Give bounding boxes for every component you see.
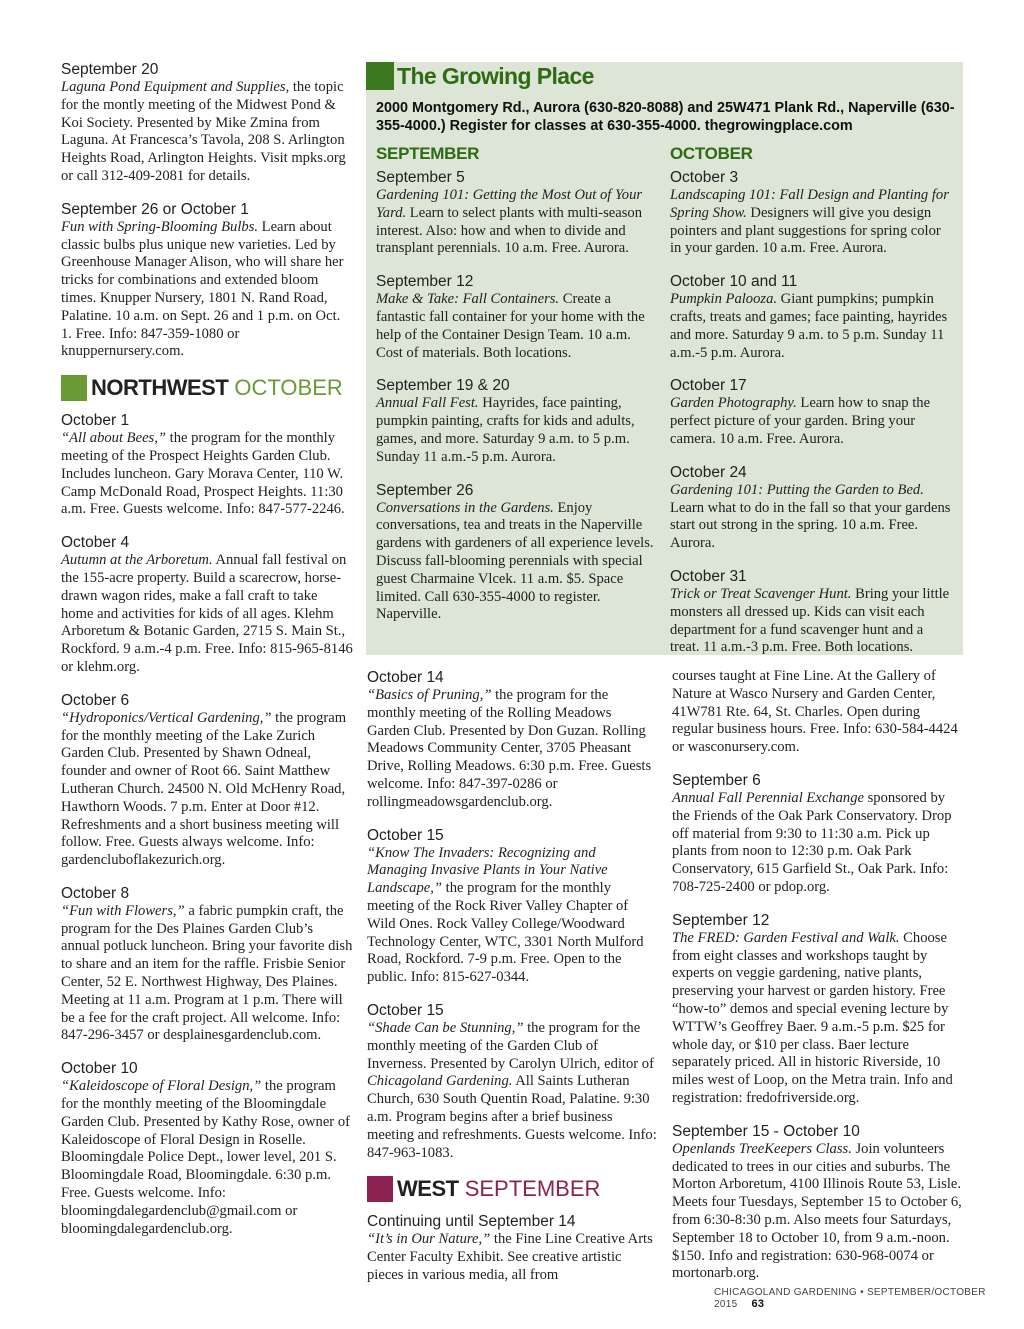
event-description	[376, 395, 658, 466]
event-description	[61, 710, 353, 870]
event-text: the topic for the montly meeting of the Midwest Pond & Koi Society. Presented by Mike Zmina from Laguna. At Francesca’s Tavola, 208 S. Arlington Heights Road, Arlington Heights. Visit mpks.org or call 312-409-2081 for details.	[61, 79, 346, 184]
event-text: Join volunteers dedicated to trees in our cities and suburbs. The Morton Arboretum, 4100 Illinois Route 53, Lisle. Meets four Tuesdays, September 15 to October 6, from 6:30-8:30 p.m. Also meets four Saturdays, September 18 to October 10, from 9 a.m.-noon. $150. Info and registration: 630-968-0074 or mortonarb.org.	[672, 1140, 962, 1282]
event-text: the program for the monthly meeting of the Bloomingdale Garden Club. Presented by Kathy Rose, owner of Kaleidoscope of Floral Design in Roselle. Bloomingdale Police Dept., lower level, 201 S. Bloomingdale Road, Bloomingdale. 6:30 p.m. Free. Guests welcome. Info: bloomingdalegardenclub@gmail.com or bloomingdalegardenclub.org.	[61, 1078, 350, 1237]
event-date: October 14	[367, 669, 444, 686]
event-text: the program for the monthly meeting of the Prospect Heights Garden Club. Includes luncheon. Gary Morava Center, 110 W. Camp McDonald Road, Prospect Heights. 11:30 a.m. Free. Guests welcome. Info: 847-577-2246.	[61, 430, 345, 518]
event-title: Gardening 101: Getting the Most Out of Your Yard.	[376, 187, 643, 221]
event-text: Create a fantastic fall container for your home with the help of the Container Design Team. 10 a.m. Cost of materials. Both locations.	[376, 291, 645, 361]
event-description	[61, 79, 353, 186]
october-column	[670, 144, 952, 671]
event-entry	[367, 1212, 657, 1284]
event-text: the program for the monthly meeting of the Rock River Valley Chapter of Wild Ones. Rock Valley College/Woodward Technology Center, WTC, 3301 North Mulford Road, Rockford. 7-9 p.m. Free. Open to the public. Info: 815-627-0344.	[367, 880, 644, 986]
event-title: “All about Bees,”	[61, 430, 166, 447]
event-description	[61, 903, 353, 1045]
event-title: Landscaping 101: Fall Design and Planting for Spring Show.	[670, 187, 949, 221]
event-title: “Kaleidoscope of Floral Design,”	[61, 1078, 262, 1095]
event-title: Garden Photography.	[670, 395, 797, 412]
event-title: Openlands TreeKeepers Class.	[672, 1140, 852, 1157]
event-description	[376, 500, 658, 625]
growing-place-heading	[366, 62, 594, 90]
event-entry	[61, 533, 353, 677]
event-description	[61, 1078, 353, 1238]
event-date: September 20	[61, 61, 159, 78]
event-entry	[670, 168, 952, 258]
event-entry	[61, 60, 353, 186]
event-text: Giant pumpkins; pumpkin crafts, treats and games; face painting, hayrides and more. Saturday 9 a.m. to 5 p.m. Sunday 11 a.m.-5 p.m. Aurora.	[670, 291, 948, 361]
event-entry	[376, 272, 658, 362]
event-entry	[61, 200, 353, 361]
event-title: “Know The Invaders: Recognizing and Managing Invasive Plants in Your Native Landscape,”	[367, 844, 608, 897]
event-entry	[670, 567, 952, 657]
event-text: Choose from eight classes and workshops taught by experts on veggie gardening, native plants, preserving your harvest or garden history. Free “how-to” demos and special evening lecture by WTTW’s Geoffrey Baer. 9 a.m.-5 p.m. $25 for whole day, or $10 per class. Baer lecture separately priced. All in historic Riverside, 10 miles west of Loop, on the Metra train. Info and registration: fredofriverside.org.	[672, 929, 953, 1106]
event-description	[61, 552, 353, 677]
event-date: October 31	[670, 567, 747, 585]
event-date: October 10 and 11	[670, 273, 798, 291]
event-description	[367, 1231, 657, 1284]
event-date: September 5	[376, 169, 465, 186]
event-description	[376, 187, 658, 258]
page-number: 63	[751, 1298, 765, 1310]
event-entry	[61, 1059, 353, 1238]
event-description	[672, 1141, 964, 1283]
section-heading-northwest-october	[61, 375, 353, 401]
event-date: Continuing until September 14	[367, 1213, 576, 1231]
event-description	[367, 687, 657, 812]
publication-title: Chicagoland Gardening.	[367, 1073, 513, 1090]
section-month: OCTOBER	[234, 375, 343, 401]
event-description	[670, 482, 952, 553]
event-entry	[376, 168, 658, 258]
event-entry	[672, 911, 964, 1108]
event-text: Learn to select plants with multi-season interest. Also: how and when to divide and transplant perennials. 10 a.m. Free. Aurora.	[376, 204, 643, 257]
event-title: “Fun with Flowers,”	[61, 902, 185, 919]
section-month: SEPTEMBER	[464, 1176, 601, 1202]
event-date: October 6	[61, 691, 130, 709]
event-entry	[61, 884, 353, 1045]
event-date: October 8	[61, 884, 130, 902]
event-date: September 26	[376, 481, 474, 499]
event-date: September 12	[376, 273, 474, 291]
event-date: October 10	[61, 1060, 138, 1078]
event-text: the program for the monthly meeting of the Garden Club of Inverness. Presented by Carolyn Ulrich, editor of	[367, 1019, 654, 1072]
event-entry	[367, 668, 657, 812]
event-title: Autumn at the Arboretum.	[61, 552, 213, 569]
event-date: September 12	[672, 911, 770, 929]
event-description	[376, 291, 658, 362]
event-entry	[367, 826, 657, 987]
event-text: the program for the monthly meeting of the Rolling Meadows Garden Club. Presented by Don Guzan. Rolling Meadows Community Center, 3705 Pheasant Drive, Rolling Meadows. 6:30 p.m. Free. Guests welcome. Info: 847-397-0286 or rollingmeadowsgardenclub.org.	[367, 687, 652, 810]
event-entry	[61, 691, 353, 870]
event-text: Learn about classic bulbs plus unique new varieties. Led by Greenhouse Manager Alison, who will share her tricks for combinations and extended bloom times. Knupper Nursery, 1801 N. Rand Road, Palatine. 10 a.m. on Sept. 26 and 1 p.m. on Oct. 1. Free. Info: 847-359-1080 or knuppernursery.com.	[61, 218, 344, 360]
left-column	[61, 60, 353, 1252]
event-text: the program for the monthly meeting of the Lake Zurich Garden Club. Presented by Shawn Odneal, founder and owner of Root 66. Saint Matthew Lutheran Church. 24500 N. Old McHenry Road, Hawthorn Woods. 7 p.m. Enter at Door #12. Refreshments and a short business meeting will follow. Free. Guests always welcome. Info: gardencluboflakezurich.org.	[61, 709, 347, 869]
event-text: the Fine Line Creative Arts Center Faculty Exhibit. See creative artistic pieces in various media, all from	[367, 1231, 653, 1283]
event-title: Make & Take: Fall Containers.	[376, 291, 560, 308]
event-date: October 15	[367, 1001, 444, 1019]
event-title: The FRED: Garden Festival and Walk.	[672, 929, 900, 946]
section-marker	[367, 1176, 393, 1202]
event-title: Laguna Pond Equipment and Supplies,	[61, 79, 290, 95]
event-date: September 6	[672, 771, 761, 789]
event-entry	[670, 376, 952, 448]
event-title: “Basics of Pruning,”	[367, 687, 492, 703]
event-date: September 26 or October 1	[61, 200, 249, 218]
section-marker	[61, 375, 87, 401]
event-entry	[672, 1122, 964, 1283]
month-label: SEPTEMBER	[376, 144, 480, 163]
event-text: Learn what to do in the fall so that your gardens start out strong in the spring. 10 a.m. Free. Aurora.	[670, 499, 951, 552]
event-title: Trick or Treat Scavenger Hunt.	[670, 585, 852, 602]
event-date: October 3	[670, 169, 739, 186]
event-title: “Shade Can be Stunning,”	[367, 1019, 524, 1036]
event-description	[670, 187, 952, 258]
event-text: Enjoy conversations, tea and treats in the Naperville gardens with gardeners of all experience levels. Discuss fall-blooming perennials with special guest Charmaine Vlcek. 11 a.m. $5. Space limited. Call 630-355-4000 to register. Naperville.	[376, 499, 654, 623]
section-marker	[366, 62, 394, 90]
event-date: October 1	[61, 412, 130, 430]
event-date: October 17	[670, 377, 747, 395]
event-date: September 19 & 20	[376, 377, 510, 395]
month-label: OCTOBER	[670, 144, 753, 163]
event-entry	[61, 411, 353, 519]
section-heading-west-september	[367, 1176, 657, 1202]
footer-publication: CHICAGOLAND GARDENING • SEPTEMBER/OCTOBER 2015	[714, 1287, 986, 1310]
page-footer	[714, 1287, 1024, 1310]
event-title: Fun with Spring-Blooming Bulbs.	[61, 218, 259, 235]
event-entry	[376, 481, 658, 625]
event-entry	[670, 272, 952, 362]
event-date: October 4	[61, 534, 130, 552]
event-text: sponsored by the Friends of the Oak Park Conservatory. Drop off material from 9:30 to 11:30 a.m. Pick up plants from noon to 12:30 p.m. Oak Park Conservatory, 615 Garfield St., Oak Park. Info: 708-725-2400 or pdop.org.	[672, 789, 952, 895]
event-title: Gardening 101: Putting the Garden to Bed.	[670, 481, 924, 498]
section-region: NORTHWEST	[91, 375, 229, 401]
event-entry	[367, 1001, 657, 1162]
growing-place-title: The Growing Place	[397, 62, 594, 89]
right-column	[672, 668, 964, 1297]
event-text: a fabric pumpkin craft, the program for the Des Plaines Garden Club’s annual potluck luncheon. Bring your favorite dish to share and an item for the raffle. Frisbie Senior Center, 52 E. Northwest Highway, Des Plaines. Meeting at 11 a.m. Program at 1 p.m. There will be a fee for the craft project. All welcome. Info: 847-296-3457 or desplainesgardenclub.com.	[61, 902, 353, 1044]
event-entry	[376, 376, 658, 466]
growing-place-address: 2000 Montgomery Rd., Aurora (630-820-8088) and 25W471 Plank Rd., Naperville (630-355-4000.) Register for classes at 630-355-4000. thegrowingplace.com	[376, 100, 955, 134]
growing-place-box	[366, 62, 963, 655]
event-description	[672, 790, 964, 897]
event-description	[61, 219, 353, 361]
event-text: Learn how to snap the perfect picture of your garden. Bring your camera. 10 a.m. Free. Aurora.	[670, 395, 931, 447]
event-title: Annual Fall Fest.	[376, 395, 479, 412]
middle-column	[367, 668, 657, 1299]
event-title: “Hydroponics/Vertical Gardening,”	[61, 709, 272, 726]
event-description	[367, 845, 657, 987]
event-date: September 15 - October 10	[672, 1122, 860, 1140]
event-description	[61, 430, 353, 519]
event-text: Hayrides, face painting, pumpkin painting, crafts for kids and adults, games, and more. Saturday 9 a.m. to 5 p.m. Sunday 11 a.m.-5 p.m. Aurora.	[376, 395, 635, 465]
event-text: All Saints Lutheran Church, 630 South Quentin Road, Palatine. 9:30 a.m. Program begins after a brief business meeting and refreshments. Guests welcome. Info: 847-963-1083.	[367, 1073, 657, 1161]
event-title: “It’s in Our Nature,”	[367, 1231, 491, 1248]
event-title: Annual Fall Perennial Exchange	[672, 789, 864, 806]
event-title: Pumpkin Palooza.	[670, 291, 778, 308]
event-text: Bring your little monsters all dressed up. Kids can visit each department for a fund scavenger hunt and a treat. 11 a.m.-3 p.m. Free. Both locations.	[670, 585, 950, 656]
event-entry	[672, 771, 964, 897]
event-description-continued: courses taught at Fine Line. At the Gallery of Nature at Wasco Nursery and Garden Center, 41W781 Rte. 64, St. Charles. Open during regular business hours. Free. Info: 630-584-4424 or wasconursery.com.	[672, 668, 958, 756]
event-date: October 24	[670, 463, 747, 481]
event-entry	[670, 463, 952, 553]
event-description	[670, 586, 952, 657]
event-date: October 15	[367, 826, 444, 844]
event-description	[670, 291, 952, 362]
event-text: Annual fall festival on the 155-acre property. Build a scarecrow, horse-drawn wagon rides, make a fall craft to take home and activities for kids of all ages. Klehm Arboretum & Botanic Garden, 2715 S. Main St., Rockford. 9 a.m.-4 p.m. Free. Info: 815-965-8146 or klehm.org.	[61, 552, 353, 675]
event-description	[367, 1020, 657, 1162]
september-column	[376, 144, 658, 638]
event-title: Conversations in the Gardens.	[376, 499, 554, 516]
section-region: WEST	[397, 1176, 459, 1202]
event-description	[672, 930, 964, 1108]
event-description	[670, 395, 952, 448]
event-text: Designers will give you design pointers and plant suggestions for spring color in your garden. 10 a.m. Free. Aurora.	[670, 204, 941, 257]
